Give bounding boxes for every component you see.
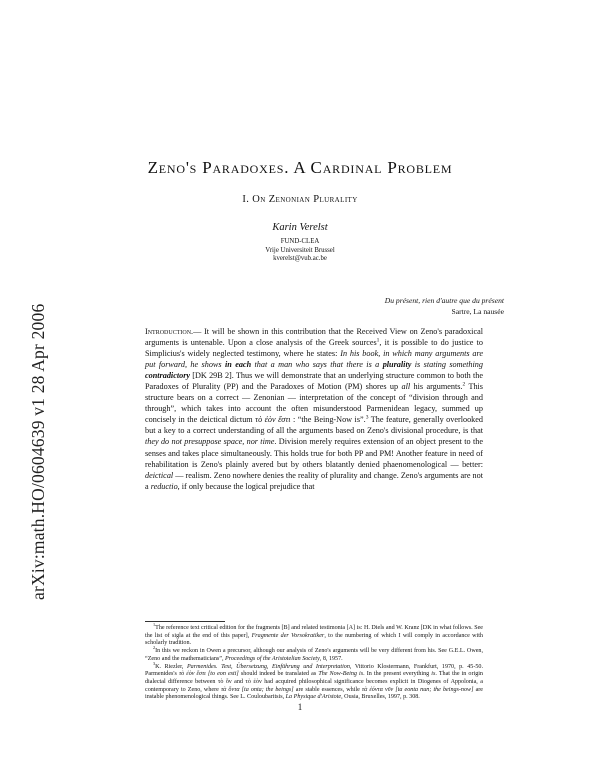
footnote-italic: τὰ ἐόντα νῦν [ta eonta nun; the beings-now] xyxy=(361,686,474,693)
body-text: , if only because the logical prejudice that xyxy=(177,481,315,491)
footnote-italic: is xyxy=(431,671,436,678)
footnote-italic: Parmenides. Text, Übersetzung, Einführung und Interpretation xyxy=(186,663,350,670)
footnote-text: are instable phenomenological things. See L. Couloubaritsis, xyxy=(145,686,484,701)
affiliation-line: Vrije Universiteit Brussel xyxy=(265,246,335,254)
footnote-italic: Fragmente der Vorsokratiker xyxy=(251,632,325,639)
affiliation-line: FUND-CLEA xyxy=(280,238,320,245)
paper-subtitle: I. On Zenonian Plurality xyxy=(242,194,358,205)
body-text: . Division merely requires extension of an object present to the senses and takes place simultaneously. This holds true for both PP and PM! Another feature in need of rehabilitation is Zeno's plainly avered but by others blatantly denied phaenomenological — better: xyxy=(145,437,483,469)
quotation: In his book, in which many arguments are put forward, he shows xyxy=(145,349,483,370)
footnote-text: The reference text critical edition for the fragments [B] and related testimonia [A] is: H. Diels and W. Kranz [DK in what follows. See the list of sigla at the end of this paper], xyxy=(145,625,483,639)
body-text: This structure bears on a correct — Zenonian — interpretation of the concept of “division through and through”, which takes into account the often misunderstood Parmenidean legacy, summed up concisely in the deictical dictum xyxy=(145,382,483,425)
footnote-number: 1 xyxy=(153,622,156,627)
emphasis: reductio xyxy=(150,481,178,491)
body-text: his arguments. xyxy=(410,382,463,392)
footnote-marker: 3 xyxy=(365,414,369,421)
epigraph xyxy=(204,295,504,317)
affiliation-email: kverelst@vub.ac.be xyxy=(273,255,327,263)
footnote xyxy=(145,622,483,651)
paper-title: Zeno's Paradoxes. A Cardinal Problem xyxy=(147,158,453,177)
footnote-number: 3 xyxy=(153,660,156,666)
author-name: Karin Verelst xyxy=(272,222,328,233)
arxiv-stamp: arXiv:math.HO/0604639 v1 28 Apr 2006 xyxy=(28,303,48,600)
footnote-italic: The Now-Being is xyxy=(318,671,364,678)
body-text: — realism. Zeno nowhere denies the reality of plurality and change. Zeno's arguments are not a xyxy=(145,470,483,491)
emphasis: they do not presuppose space, nor time xyxy=(145,437,275,447)
emphasis: deictical xyxy=(145,470,174,480)
footnote-text: should indeed be translated as xyxy=(238,671,319,678)
footnote-marker: 1 xyxy=(376,337,380,344)
introduction-paragraph xyxy=(145,326,483,492)
footnote-number: 2 xyxy=(153,645,156,651)
quotation-emphasis: in each xyxy=(224,360,252,370)
greek-dictum: τὸ ἐὸν ἔστι xyxy=(255,415,291,425)
footnote-text: , Vittorio Klostermann, Frankfurt, 1970, p. 45-50. Parmenides's xyxy=(145,663,483,678)
quotation-emphasis: plurality xyxy=(382,360,412,370)
body-text: : “the Being-Now is”. xyxy=(290,415,366,425)
footnote-text: , Ousia, Bruxelles, 1997, p. 308. xyxy=(341,694,420,701)
body-text: The feature, generally overlooked but a key to a correct understanding of all the arguments based on Zeno's divisional procedure, is that xyxy=(145,415,483,436)
footnote-italic: τὸ ἐὸν ἔστι [to eon esti] xyxy=(178,671,239,678)
footnote-marker: 2 xyxy=(462,381,466,388)
footnote-text: , 8, 1957. xyxy=(319,655,343,662)
page-number: 1 xyxy=(297,702,303,712)
body-text: — It will be shown in this contribution that the Received View on Zeno's paradoxical arguments is untenable. Upon a close analysis of the Greek sources xyxy=(145,327,483,348)
footnote-italic: τὰ ὄντα [ta onta; the beings] xyxy=(220,686,294,693)
footnote-rule xyxy=(145,621,225,622)
footnote-text: are stable essences, while xyxy=(293,686,362,693)
footnote xyxy=(145,645,483,663)
footnote-italic: La Physique d'Aristote xyxy=(285,694,342,701)
footnote-text: , to the numbering of which I will comply in accordance with scholarly tradition. xyxy=(145,632,483,647)
footnote-text: . In the present everything xyxy=(363,671,432,678)
footnote xyxy=(145,660,484,702)
section-heading: Introduction. xyxy=(145,327,194,336)
footnote-text: In this we reckon in Owen a precursor, although our analysis of Zeno's arguments will be very different from his. See G.E.L. Owen, “Zeno and the mathematicians”, xyxy=(145,648,483,662)
footnote-text: . That the in origin dialectal difference between τὸ ὄν and τὸ ἐὸν had acquired philosophical significance becomes explicit in Diogenes of Appolonia, a contemporary to Zeno, where xyxy=(145,671,483,693)
quotation: that a man who says that there is a xyxy=(251,360,383,370)
epigraph-quote: Du présent, rien d'autre que du présent xyxy=(384,296,504,305)
footnote-text: K. Riezler, xyxy=(155,663,187,670)
author-affiliation xyxy=(80,238,520,264)
quotation-emphasis: contradictory xyxy=(145,371,191,381)
footnotes xyxy=(145,622,484,702)
body-text: [DK 29B 2]. Thus we will demonstrate that an underlying structure common to both the Paradoxes of Plurality (PP) and the Paradoxes of Motion (PM) shores up xyxy=(145,371,483,392)
epigraph-source: Sartre, La nausée xyxy=(451,307,504,316)
quotation: is stating something xyxy=(411,360,483,370)
emphasis: all xyxy=(401,382,411,392)
footnote-italic: Proceedings of the Aristotelian Society xyxy=(225,655,320,662)
body-text: , it is possible to do justice to Simplicius's widely neglected testimony, where he states: xyxy=(145,338,483,359)
